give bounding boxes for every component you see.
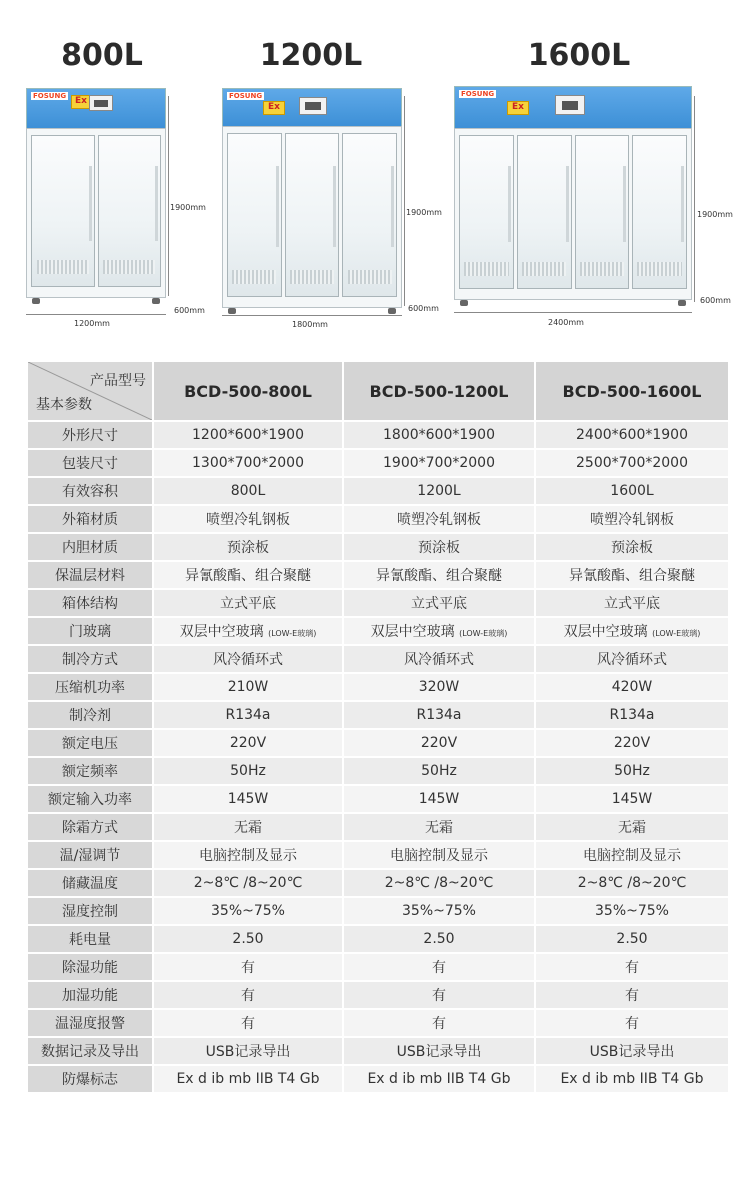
row-label: 压缩机功率 <box>27 673 153 701</box>
cell-value: 有 <box>432 1016 446 1032</box>
table-row <box>27 841 729 869</box>
cell-value: 2.50 <box>232 931 264 947</box>
table-row <box>27 813 729 841</box>
table-cell <box>535 505 729 533</box>
row-label: 储藏温度 <box>27 869 153 897</box>
row-label: 门玻璃 <box>27 617 153 645</box>
table-cell <box>535 869 729 897</box>
table-cell <box>535 533 729 561</box>
glass-door <box>459 135 514 289</box>
row-label: 湿度控制 <box>27 897 153 925</box>
table-cell <box>153 1065 343 1093</box>
table-row <box>27 869 729 897</box>
table-cell <box>153 561 343 589</box>
cell-value: 双层中空玻璃 <box>370 624 455 640</box>
table-cell <box>153 925 343 953</box>
table-cell <box>343 1065 535 1093</box>
glass-door <box>98 135 162 287</box>
cell-value: 异氰酸酯、组合聚醚 <box>376 568 502 584</box>
table-row <box>27 421 729 449</box>
table-cell <box>343 673 535 701</box>
cell-value: 有 <box>625 960 639 976</box>
table-row <box>27 953 729 981</box>
table-cell <box>343 533 535 561</box>
cell-value: 预涂板 <box>227 540 269 556</box>
cell-value: 有 <box>432 960 446 976</box>
fridge-800l-image <box>26 88 166 298</box>
cell-value: 2.50 <box>616 931 648 947</box>
table-cell <box>153 645 343 673</box>
cell-value: 145W <box>418 791 460 807</box>
corner-param-label: 基本参数 <box>36 397 92 413</box>
table-cell <box>153 533 343 561</box>
table-row <box>27 729 729 757</box>
cell-value: 喷塑冷轧钢板 <box>206 512 290 528</box>
cell-value: USB记录导出 <box>396 1044 482 1060</box>
table-cell <box>153 449 343 477</box>
table-cell <box>153 1037 343 1065</box>
glass-door <box>31 135 95 287</box>
row-label: 额定电压 <box>27 729 153 757</box>
brand-logo: FOSUNG <box>33 92 67 100</box>
cell-value: 无霜 <box>618 820 646 836</box>
glass-door <box>227 133 282 297</box>
capacity-title-1200: 1200L <box>259 38 363 73</box>
table-cell <box>535 981 729 1009</box>
cell-value: 50Hz <box>230 763 266 779</box>
table-cell <box>343 729 535 757</box>
width-label-800: 1200mm <box>74 319 110 328</box>
table-cell <box>535 925 729 953</box>
table-row <box>27 1009 729 1037</box>
table-row <box>27 505 729 533</box>
row-label: 额定输入功率 <box>27 785 153 813</box>
caster-wheels <box>228 308 396 314</box>
cell-value: USB记录导出 <box>205 1044 291 1060</box>
row-label: 防爆标志 <box>27 1065 153 1093</box>
table-cell <box>153 785 343 813</box>
cell-value: 风冷循环式 <box>404 652 474 668</box>
row-label: 有效容积 <box>27 477 153 505</box>
cell-value: 210W <box>227 679 269 695</box>
table-cell <box>343 561 535 589</box>
table-cell <box>153 757 343 785</box>
table-cell <box>535 673 729 701</box>
cell-value: 喷塑冷轧钢板 <box>590 512 674 528</box>
cell-value: 50Hz <box>614 763 650 779</box>
cell-value: 无霜 <box>425 820 453 836</box>
table-cell <box>535 813 729 841</box>
cell-value: 有 <box>625 988 639 1004</box>
spec-table <box>26 360 730 1094</box>
table-cell <box>535 449 729 477</box>
table-row <box>27 617 729 645</box>
cell-value: Ex d ib mb IIB T4 Gb <box>367 1071 511 1087</box>
cell-value: 2~8℃ /8~20℃ <box>577 875 687 891</box>
cell-value: 2400*600*1900 <box>576 427 688 443</box>
cell-value: 风冷循环式 <box>597 652 667 668</box>
table-row <box>27 757 729 785</box>
cell-value: 电脑控制及显示 <box>583 848 681 864</box>
table-cell <box>343 981 535 1009</box>
row-label: 除霜方式 <box>27 813 153 841</box>
width-label-1200: 1800mm <box>292 320 328 329</box>
table-cell <box>535 421 729 449</box>
height-label-800: 1900mm <box>170 203 206 212</box>
table-cell <box>153 1009 343 1037</box>
row-label: 外箱材质 <box>27 505 153 533</box>
cell-value: 无霜 <box>234 820 262 836</box>
table-cell <box>535 1065 729 1093</box>
table-cell <box>343 589 535 617</box>
model-header: BCD-500-1600L <box>535 361 729 421</box>
table-cell <box>535 1037 729 1065</box>
table-cell <box>535 897 729 925</box>
cell-value: 双层中空玻璃 <box>563 624 648 640</box>
table-row <box>27 561 729 589</box>
depth-label-1600: 600mm <box>700 296 731 305</box>
fridge-1600l-image <box>454 86 692 300</box>
table-cell <box>153 477 343 505</box>
table-cell <box>153 701 343 729</box>
row-label: 加湿功能 <box>27 981 153 1009</box>
glass-door <box>342 133 397 297</box>
table-cell <box>343 757 535 785</box>
glass-door <box>285 133 340 297</box>
row-label: 外形尺寸 <box>27 421 153 449</box>
cell-note: (LOW-E玻璃) <box>652 629 701 638</box>
table-cell <box>343 841 535 869</box>
table-row <box>27 533 729 561</box>
table-cell <box>535 617 729 645</box>
model-header: BCD-500-1200L <box>343 361 535 421</box>
cell-value: 1600L <box>610 483 654 499</box>
table-cell <box>535 701 729 729</box>
cell-value: 145W <box>611 791 653 807</box>
capacity-title-800: 800L <box>61 38 143 73</box>
product-images <box>0 0 750 340</box>
cell-value: 双层中空玻璃 <box>179 624 264 640</box>
table-row <box>27 589 729 617</box>
table-row <box>27 673 729 701</box>
cell-value: 立式平底 <box>220 596 276 612</box>
capacity-title-1600: 1600L <box>527 38 631 73</box>
table-cell <box>535 1009 729 1037</box>
table-cell <box>343 449 535 477</box>
table-cell <box>343 953 535 981</box>
table-cell <box>343 477 535 505</box>
cell-value: 1900*700*2000 <box>383 455 495 471</box>
table-cell <box>153 869 343 897</box>
row-label: 耗电量 <box>27 925 153 953</box>
table-cell <box>535 785 729 813</box>
cell-value: 电脑控制及显示 <box>390 848 488 864</box>
table-cell <box>153 981 343 1009</box>
depth-label-800: 600mm <box>174 306 205 315</box>
control-display <box>89 95 113 111</box>
table-cell <box>535 589 729 617</box>
table-header-row <box>27 361 729 421</box>
glass-door <box>517 135 572 289</box>
table-cell <box>535 561 729 589</box>
table-cell <box>343 869 535 897</box>
table-cell <box>343 617 535 645</box>
row-label: 除湿功能 <box>27 953 153 981</box>
row-label: 箱体结构 <box>27 589 153 617</box>
cell-value: 电脑控制及显示 <box>199 848 297 864</box>
cell-value: Ex d ib mb IIB T4 Gb <box>560 1071 704 1087</box>
control-display <box>299 97 327 115</box>
model-header: BCD-500-800L <box>153 361 343 421</box>
table-cell <box>343 897 535 925</box>
row-label: 制冷剂 <box>27 701 153 729</box>
cell-value: 50Hz <box>421 763 457 779</box>
row-label: 温湿度报警 <box>27 1009 153 1037</box>
cell-note: (LOW-E玻璃) <box>459 629 508 638</box>
table-row <box>27 645 729 673</box>
ex-badge: Ex <box>263 101 285 115</box>
height-label-1200: 1900mm <box>406 208 442 217</box>
cell-value: 有 <box>625 1016 639 1032</box>
cell-value: 35%~75% <box>402 903 476 919</box>
cell-value: 420W <box>611 679 653 695</box>
table-cell <box>153 505 343 533</box>
cell-value: 320W <box>418 679 460 695</box>
table-cell <box>343 701 535 729</box>
table-cell <box>343 1009 535 1037</box>
cell-value: 800L <box>230 483 266 499</box>
row-label: 数据记录及导出 <box>27 1037 153 1065</box>
row-label: 额定频率 <box>27 757 153 785</box>
cell-value: 2~8℃ /8~20℃ <box>193 875 303 891</box>
row-label: 包装尺寸 <box>27 449 153 477</box>
table-cell <box>153 589 343 617</box>
cell-value: R134a <box>609 707 655 723</box>
cell-value: 立式平底 <box>411 596 467 612</box>
table-cell <box>153 421 343 449</box>
table-cell <box>343 421 535 449</box>
table-cell <box>153 813 343 841</box>
table-row <box>27 449 729 477</box>
row-label: 内胆材质 <box>27 533 153 561</box>
table-cell <box>343 813 535 841</box>
cell-value: 1200*600*1900 <box>192 427 304 443</box>
table-cell <box>535 729 729 757</box>
cell-value: 2.50 <box>423 931 455 947</box>
row-label: 保温层材料 <box>27 561 153 589</box>
table-cell <box>153 953 343 981</box>
ex-badge: Ex <box>507 101 529 115</box>
cell-value: 有 <box>241 960 255 976</box>
table-cell <box>343 785 535 813</box>
cell-value: 预涂板 <box>611 540 653 556</box>
cell-value: 异氰酸酯、组合聚醚 <box>569 568 695 584</box>
table-row <box>27 925 729 953</box>
table-row <box>27 785 729 813</box>
height-label-1600: 1900mm <box>697 210 733 219</box>
cell-value: 145W <box>227 791 269 807</box>
cell-value: 220V <box>613 735 651 751</box>
glass-door <box>632 135 687 289</box>
cell-value: 35%~75% <box>595 903 669 919</box>
cell-value: 1800*600*1900 <box>383 427 495 443</box>
cell-value: 喷塑冷轧钢板 <box>397 512 481 528</box>
corner-model-label: 产品型号 <box>90 373 146 389</box>
cell-note: (LOW-E玻璃) <box>268 629 317 638</box>
table-cell <box>535 477 729 505</box>
cell-value: 立式平底 <box>604 596 660 612</box>
cell-value: 有 <box>241 988 255 1004</box>
caster-wheels <box>32 298 160 304</box>
cell-value: 风冷循环式 <box>213 652 283 668</box>
table-row <box>27 897 729 925</box>
table-row <box>27 701 729 729</box>
table-cell <box>153 897 343 925</box>
cell-value: 异氰酸酯、组合聚醚 <box>185 568 311 584</box>
cell-value: 35%~75% <box>211 903 285 919</box>
table-cell <box>343 925 535 953</box>
ex-badge: Ex <box>71 95 91 109</box>
cell-value: 220V <box>420 735 458 751</box>
table-cell <box>153 729 343 757</box>
table-row <box>27 1037 729 1065</box>
row-label: 制冷方式 <box>27 645 153 673</box>
table-cell <box>153 841 343 869</box>
glass-door <box>575 135 630 289</box>
width-label-1600: 2400mm <box>548 318 584 327</box>
cell-value: 预涂板 <box>418 540 460 556</box>
table-row <box>27 981 729 1009</box>
cell-value: R134a <box>225 707 271 723</box>
table-cell <box>535 841 729 869</box>
fridge-1200l-image <box>222 88 402 308</box>
table-cell <box>153 673 343 701</box>
corner-header-cell <box>27 361 153 421</box>
caster-wheels <box>460 300 686 306</box>
table-cell <box>535 953 729 981</box>
table-cell <box>535 645 729 673</box>
cell-value: 2500*700*2000 <box>576 455 688 471</box>
table-cell <box>343 505 535 533</box>
table-cell <box>343 645 535 673</box>
cell-value: 有 <box>241 1016 255 1032</box>
brand-logo: FOSUNG <box>229 92 263 100</box>
depth-label-1200: 600mm <box>408 304 439 313</box>
cell-value: 1200L <box>417 483 461 499</box>
cell-value: USB记录导出 <box>589 1044 675 1060</box>
cell-value: 1300*700*2000 <box>192 455 304 471</box>
table-row <box>27 477 729 505</box>
brand-logo: FOSUNG <box>461 90 495 98</box>
table-cell <box>153 617 343 645</box>
cell-value: 220V <box>229 735 267 751</box>
table-cell <box>535 757 729 785</box>
cell-value: 有 <box>432 988 446 1004</box>
row-label: 温/湿调节 <box>27 841 153 869</box>
table-cell <box>343 1037 535 1065</box>
cell-value: 2~8℃ /8~20℃ <box>384 875 494 891</box>
control-display <box>555 95 585 115</box>
cell-value: R134a <box>416 707 462 723</box>
table-row <box>27 1065 729 1093</box>
cell-value: Ex d ib mb IIB T4 Gb <box>176 1071 320 1087</box>
